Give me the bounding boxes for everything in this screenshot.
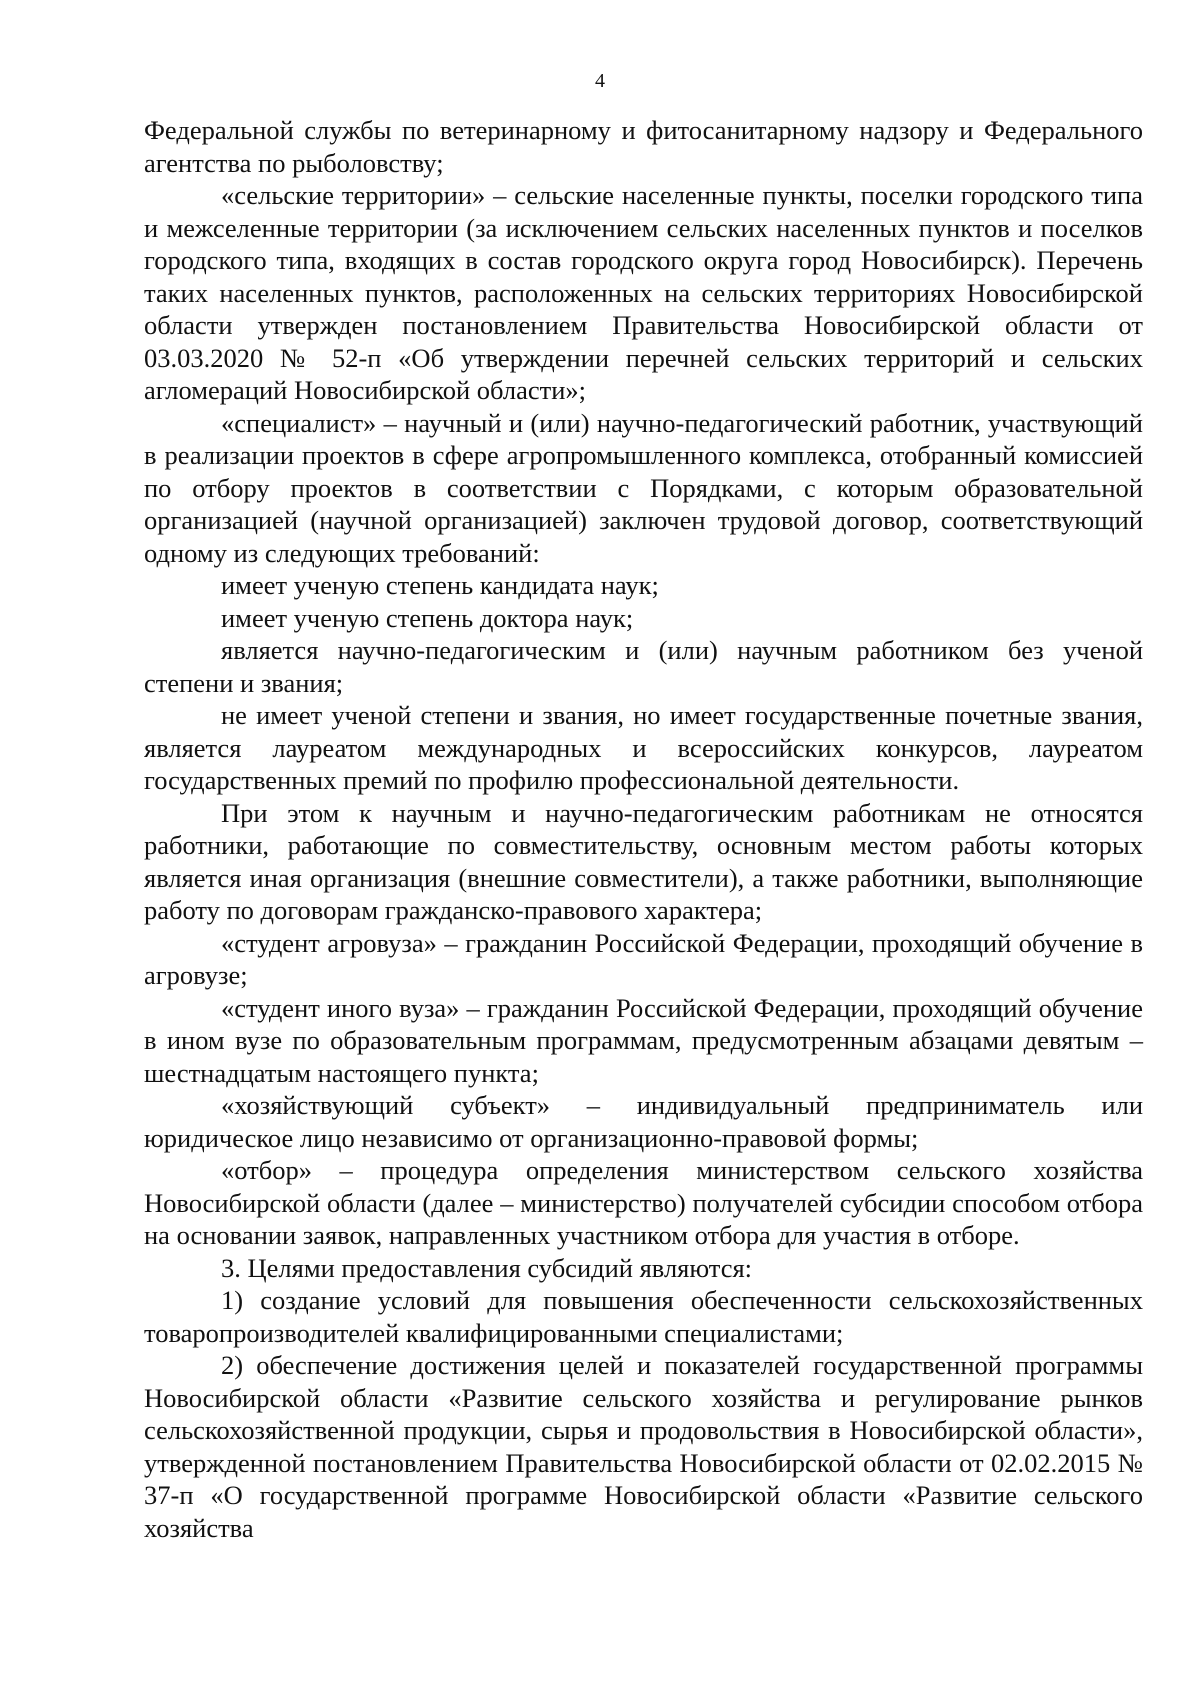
paragraph-goal-1: 1) создание условий для повышения обеспеченности сельскохозяйственных товаропроизводителей квалифицированными специалистами;: [144, 1285, 1143, 1348]
paragraph-exclusion: При этом к научным и научно-педагогическим работникам не относятся работники, работающие по совместительству, основным местом работы которых является иная организация (внешние совместители), а также работники, выполняющие работу по договорам гражданско-правового характера;: [144, 797, 1143, 925]
paragraph-definition-rural-territories: «сельские территории» – сельские населенные пункты, поселки городского типа и межселенные территории (за исключением сельских населенных пунктов и поселков городского типа, входящих в состав городского округа город Новосибирск). Перечень таких населенных пунктов, расположенных на сельских территориях Новосибирской области утвержден постановлением Правительства Новосибирской области от 03.03.2020 № 52-п «Об утверждении перечней сельских территорий и сельских агломераций Новосибирской области»;: [144, 180, 1143, 405]
paragraph-definition-economic-entity: «хозяйствующий субъект» – индивидуальный предприниматель или юридическое лицо независимо от организационно-правовой формы;: [144, 1090, 1143, 1153]
paragraph-definition-other-student: «студент иного вуза» – гражданин Российской Федерации, проходящий обучение в ином вузе по образовательным программам, предусмотренным абзацами девятым – шестнадцатым настоящего пункта;: [144, 992, 1143, 1088]
paragraph-continuation: Федеральной службы по ветеринарному и фитосанитарному надзору и Федерального агентства по рыболовству;: [144, 115, 1143, 178]
paragraph-requirement-doctor: имеет ученую степень доктора наук;: [221, 602, 634, 633]
page-number: 4: [595, 70, 605, 92]
paragraph-section-3-heading: 3. Целями предоставления субсидий являются:: [221, 1252, 753, 1283]
paragraph-requirement-honorary: не имеет ученой степени и звания, но имеет государственные почетные звания, является лауреатом международных и всероссийских конкурсов, лауреатом государственных премий по профилю профессиональной деятельности.: [144, 700, 1143, 795]
paragraph-definition-specialist: «специалист» – научный и (или) научно-педагогический работник, участвующий в реализации проектов в сфере агропромышленного комплекса, отобранный комиссией по отбору проектов в соответствии с Порядками, с которым образовательной организацией (научной организацией) заключен трудовой договор, соответствующий одному из следующих требований:: [144, 407, 1143, 568]
paragraph-requirement-candidate: имеет ученую степень кандидата наук;: [221, 570, 659, 600]
document-body: [144, 114, 1143, 1544]
paragraph-requirement-no-degree: является научно-педагогическим и (или) научным работником без ученой степени и звания;: [144, 635, 1143, 698]
paragraph-goal-2: 2) обеспечение достижения целей и показателей государственной программы Новосибирской области «Развитие сельского хозяйства и регулирование рынков сельскохозяйственной продукции, сырья и продовольствия в Новосибирской области», утвержденной постановлением Правительства Новосибирской области от 02.02.2015 № 37-п «О государственной программе Новосибирской области «Развитие сельского хозяйства: [144, 1350, 1143, 1543]
paragraph-definition-selection: «отбор» – процедура определения министерством сельского хозяйства Новосибирской области (далее – министерство) получателей субсидии способом отбора на основании заявок, направленных участником отбора для участия в отборе.: [144, 1155, 1143, 1250]
paragraph-definition-agro-student: «студент агровуза» – гражданин Российской Федерации, проходящий обучение в агровузе;: [144, 927, 1143, 990]
